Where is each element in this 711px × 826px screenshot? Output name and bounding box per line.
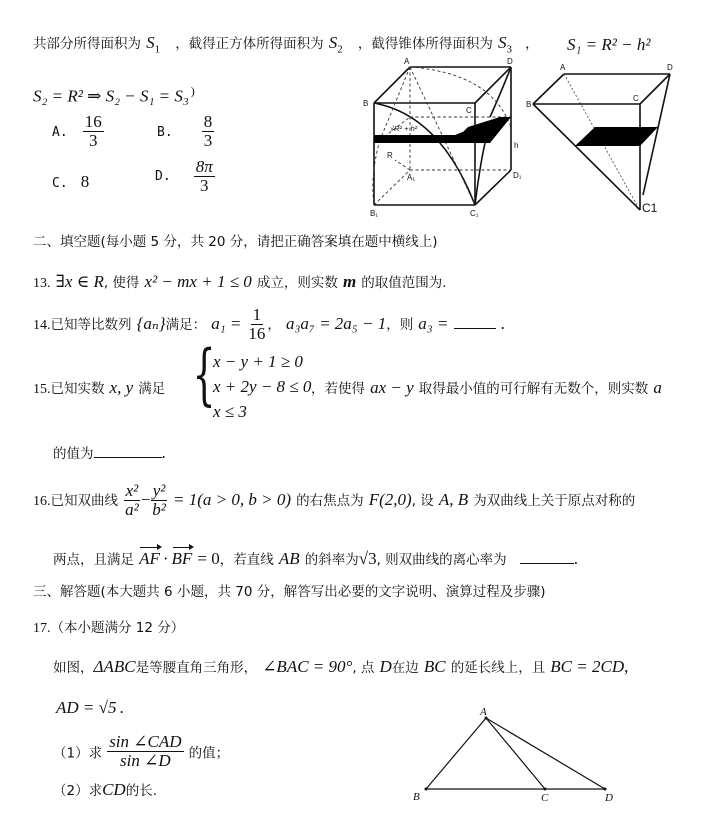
answer-blank-15[interactable] <box>94 457 162 458</box>
question-13: 13. ∃x ∈ R, 使得 x² − mx + 1 ≤ 0 成立，则实数 m 的取值范围为. <box>33 272 447 291</box>
sphere-arc-top <box>410 67 510 125</box>
constraint-2: x + 2y − 8 ≤ 0 <box>213 377 312 396</box>
answer-blank-16[interactable] <box>520 563 574 564</box>
pyr-label-b: B <box>526 100 532 109</box>
option-d[interactable]: D. $\frac{8\pi}{3}$ <box>155 157 213 195</box>
option-d-fraction: $\frac{8\pi}{3}$ <box>195 157 213 195</box>
cone-edge-d <box>490 67 511 117</box>
tri-label-b: B <box>413 791 420 803</box>
s1-symbol: $S_1$ <box>146 33 161 56</box>
edge-c1d1 <box>475 170 511 205</box>
q14-fraction: $\frac{1}{16}$ <box>248 305 266 343</box>
s3-symbol: $S_3$ <box>497 33 512 56</box>
cube-hemisphere-figure <box>360 55 540 220</box>
q17-sin-ratio: $\frac{\text{sin ∠CAD}}{\sin \angle D}$ <box>109 732 182 770</box>
option-b[interactable]: B. $\frac{8}{3}$ <box>157 112 213 150</box>
point-d <box>604 788 607 791</box>
question-17-intro: 如图，ΔABC是等腰直角三角形， ∠BAC = 90°, 点 D在边 BC 的延长线上，且 BC = 2CD, <box>53 657 629 676</box>
question-14: 14.已知等比数列 {aₙ}满足： a₁ = $\frac{1}{16}$ ， a₃a₇ = 2a₅ − 1，则 a₃ = . <box>33 305 505 343</box>
cube-label-c1: C₁ <box>470 209 479 218</box>
edge-ba <box>374 67 410 103</box>
edge-cd <box>475 67 511 103</box>
point-c <box>544 788 547 791</box>
point-b <box>425 788 428 791</box>
question-16: 16.已知双曲线 $\frac{\text{x²}}{\text{a²}}$ − $\frac{\text{y²}}{\text{b²}}$ = 1(a > 0, b > 0) 的右焦点为 F(2,0), 设 A, B 为双曲线上关于原点对称的 <box>33 481 636 519</box>
pyr-edge-cd <box>640 74 670 104</box>
section-2-heading: 二、填空题(每小题 5 分，共 20 分，请把正确答案填在题中横线上) <box>33 234 438 250</box>
segment-ab <box>426 718 486 789</box>
q12-eq-s2: S₂ = R² ⇒ S₂ − S₁ = S₃ ) <box>33 84 195 106</box>
q16-frac-y: $\frac{\text{y²}}{\text{b²}}$ <box>152 481 166 519</box>
question-17-part-1: （1）求 $\frac{\text{sin ∠CAD}}{\sin \angle D}$ 的值； <box>53 732 230 770</box>
q12-text-1: 共部分所得面积为 <box>33 36 141 52</box>
cube-label-r: R <box>387 151 393 160</box>
vector-af: AF <box>139 549 160 568</box>
tri-label-a: A <box>480 706 487 718</box>
pyr-edge-ba <box>533 74 564 104</box>
system-brace: { <box>192 336 216 413</box>
q12-intro-line <box>33 32 539 55</box>
q12-eq-s1: S₁ = R² − h² <box>567 35 651 54</box>
cube-label-b: B <box>363 99 369 108</box>
pyr-edge-bc1 <box>533 104 640 210</box>
pyr-label-c: C <box>633 94 639 103</box>
pyr-label-a: A <box>560 63 566 72</box>
option-c[interactable]: C. 8 <box>52 172 90 191</box>
q12-text-3: ，截得锥体所得面积为 <box>357 36 493 52</box>
triangle-abcd-figure <box>410 704 625 804</box>
q16-frac-x: $\frac{\text{x²}}{\text{a²}}$ <box>125 481 139 519</box>
question-17-header: 17.（本小题满分 12 分） <box>33 620 185 636</box>
cube-label-d: D <box>507 57 513 66</box>
pyramid-figure <box>520 55 711 220</box>
q12-text-2: ，截得正方体所得面积为 <box>175 36 324 52</box>
cube-label-a: A <box>404 57 410 66</box>
cube-label-radical: √R² + h² <box>390 124 418 133</box>
constraint-3: x ≤ 3 <box>213 402 247 421</box>
tri-label-d: D <box>605 792 613 804</box>
option-b-fraction: $\frac{8}{3}$ <box>203 112 213 150</box>
edge-b1a1-hidden <box>374 170 410 205</box>
pyr-cross-section <box>575 127 658 146</box>
pyr-label-d: D <box>667 63 673 72</box>
cube-label-h: h <box>514 141 519 150</box>
question-17-part-2: （2）求CD的长. <box>53 780 158 799</box>
section-3-heading: 三、解答题(本大题共 6 小题，共 70 分，解答写出必要的文字说明、演算过程及步骤) <box>33 584 546 600</box>
option-a-fraction: $\frac{16}{3}$ <box>84 112 102 150</box>
q12-comma: ， <box>525 36 539 52</box>
question-17-ad: AD = √5 . <box>56 698 124 717</box>
tri-label-c: C <box>541 792 549 804</box>
cube-label-c: C <box>466 106 472 115</box>
s2-symbol: $S_2$ <box>328 33 343 56</box>
cube-label-d1: D₁ <box>513 171 522 180</box>
question-16-line2: 两点，且满足 AF · BF = 0，若直线 AB 的斜率为√3, 则双曲线的离心率为 . <box>53 549 579 568</box>
cube-label-a1: A₁ <box>407 173 416 182</box>
option-a[interactable]: A. $\frac{16}{3}$ <box>52 112 102 150</box>
segment-ad <box>486 718 605 789</box>
answer-blank-14[interactable] <box>454 328 496 329</box>
cube-label-b1: B₁ <box>370 209 379 218</box>
radius-r <box>395 160 410 170</box>
segment-ac <box>486 718 545 789</box>
vector-bf: BF <box>171 549 193 568</box>
question-15-line2: 的值为 . <box>53 443 166 462</box>
pyr-label-c1: C1 <box>642 201 658 215</box>
constraint-1: x − y + 1 ≥ 0 <box>213 352 303 371</box>
